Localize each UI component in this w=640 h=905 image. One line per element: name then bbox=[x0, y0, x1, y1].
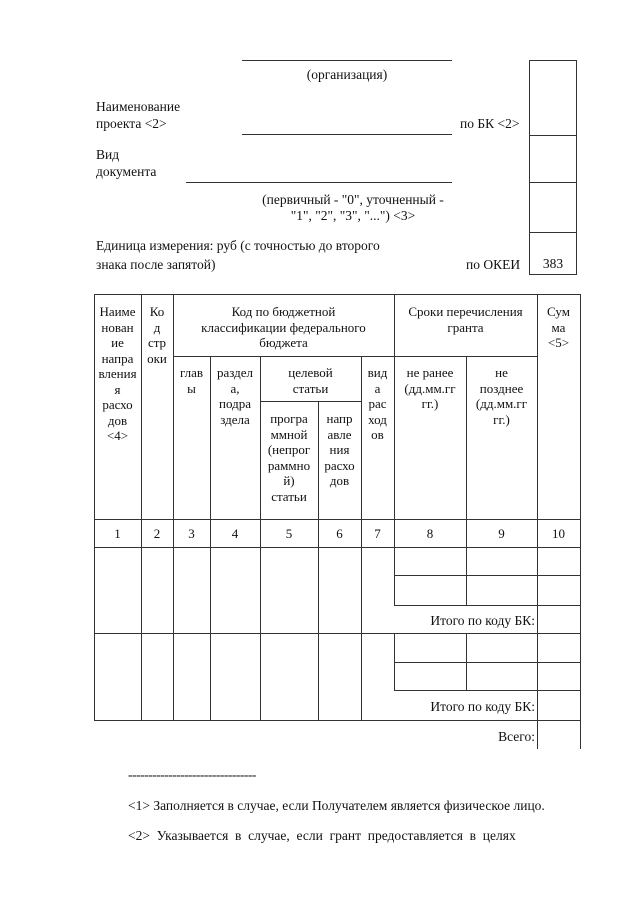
block1-bottom bbox=[94, 633, 580, 634]
col-direction-header: напр авле ния расхо дов bbox=[324, 411, 355, 488]
col-number-8: 8 bbox=[426, 526, 434, 541]
col-number-6: 6 bbox=[336, 526, 343, 541]
col-number-10: 10 bbox=[552, 526, 565, 541]
project-name-label-1: Наименование bbox=[96, 99, 181, 114]
block1-row1 bbox=[394, 575, 580, 576]
col-program-header: програ ммной (непрог раммно й) статьи bbox=[267, 411, 311, 504]
block2-row2 bbox=[394, 690, 580, 691]
col-name-header: Наиме нован ие напра вления я расхо дов <4> bbox=[98, 304, 137, 443]
v-col-10 bbox=[580, 294, 581, 749]
v-col-8b bbox=[466, 633, 467, 690]
codes-box-divider-1 bbox=[529, 135, 577, 136]
v-col-7a bbox=[394, 294, 395, 605]
header-bottom bbox=[94, 519, 580, 520]
subtotal-label-1: Итого по коду БК: bbox=[430, 613, 535, 628]
project-name-field[interactable] bbox=[242, 134, 452, 135]
header-sub-line-2 bbox=[260, 401, 361, 402]
numbers-bottom bbox=[94, 547, 580, 548]
col-sum-header: Сум ма <5> bbox=[547, 304, 570, 350]
col-not-later-header: не позднее (дд.мм.гг гг.) bbox=[475, 365, 528, 427]
v-col-7b bbox=[394, 633, 395, 690]
unit-label-2: знака после запятой) bbox=[96, 257, 216, 272]
codes-box bbox=[529, 60, 577, 275]
v-col-9 bbox=[537, 294, 538, 749]
col-chapter-header: глав ы bbox=[179, 365, 204, 396]
organization-line bbox=[242, 60, 452, 61]
po-bk-label: по БК <2> bbox=[460, 116, 520, 131]
okei-code: 383 bbox=[542, 256, 564, 271]
col-number-5: 5 bbox=[285, 526, 293, 541]
po-okei-label: по ОКЕИ bbox=[466, 257, 521, 272]
budget-group-header: Код по бюджетной классификации федерального бюджета bbox=[201, 304, 366, 350]
header-sub-line-terms bbox=[392, 356, 537, 357]
codes-box-divider-3 bbox=[529, 232, 577, 233]
doc-type-label-1: Вид bbox=[96, 147, 120, 162]
header-sub-line-1 bbox=[173, 356, 392, 357]
terms-group-header: Сроки перечисления гранта bbox=[408, 304, 523, 335]
target-group-header: целевой статьи bbox=[288, 365, 333, 396]
col-number-3: 3 bbox=[188, 526, 195, 541]
footnote-1: <1> Заполняется в случае, если Получателем является физическое лицо. bbox=[128, 798, 545, 813]
col-number-1: 1 bbox=[114, 526, 121, 541]
block1-row2 bbox=[394, 605, 580, 606]
doc-type-hint-2: "1", "2", "3", "...") <3> bbox=[290, 208, 416, 223]
doc-type-label-2: документа bbox=[96, 164, 157, 179]
total-label: Всего: bbox=[498, 729, 535, 744]
doc-type-field[interactable] bbox=[186, 182, 452, 183]
col-not-earlier-header: не ранее (дд.мм.гг гг.) bbox=[404, 365, 456, 411]
v-col-2 bbox=[173, 294, 174, 720]
organization-caption: (организация) bbox=[306, 67, 388, 82]
col-number-9: 9 bbox=[498, 526, 505, 541]
col-number-7: 7 bbox=[374, 526, 381, 541]
col-number-4: 4 bbox=[231, 526, 239, 541]
col-kind-header: вид а рас ход ов bbox=[367, 365, 388, 442]
footnote-separator: -------------------------------- bbox=[128, 767, 256, 782]
block2-row1 bbox=[394, 662, 580, 663]
col-section-header: раздел а, подра здела bbox=[216, 365, 254, 427]
subtotal-label-2: Итого по коду БК: bbox=[430, 699, 535, 714]
footnote-2: <2> Указывается в случае, если грант предоставляется в целях bbox=[128, 828, 516, 843]
table-top bbox=[94, 294, 580, 295]
block2-bottom bbox=[94, 720, 580, 721]
unit-label-1: Единица измерения: руб (с точностью до второго bbox=[96, 238, 380, 253]
project-name-label-2: проекта <2> bbox=[96, 116, 167, 131]
codes-box-divider-2 bbox=[529, 182, 577, 183]
doc-type-hint-1: (первичный - "0", уточненный - bbox=[262, 192, 444, 207]
col-code-header: Ко д стр оки bbox=[147, 304, 167, 366]
col-number-2: 2 bbox=[153, 526, 161, 541]
